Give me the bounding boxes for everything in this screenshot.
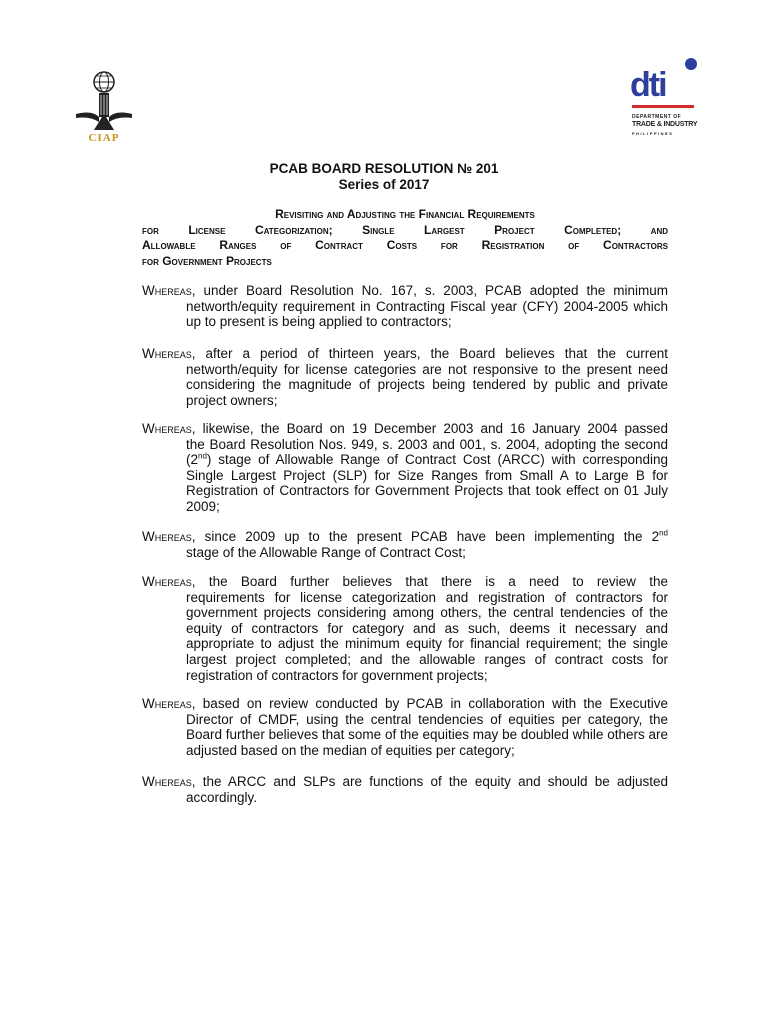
dti-globe-icon	[685, 58, 697, 70]
ciap-logo	[72, 70, 136, 146]
ciap-logo-text: CIAP	[88, 132, 120, 144]
paragraph-first-line	[142, 283, 668, 299]
resolution-subject	[142, 207, 668, 269]
paragraph-body: networth/equity for license categories are not responsive to the present need considering the magnitude of projects being tendered by public and private project owners;	[186, 361, 668, 408]
paragraph-text: ) stage of Allowable Range of Contract Cost (ARCC) with corresponding Single Largest Project (SLP) for Size Ranges from Small A to Large B for Registration of Contractors for Government Projects that took effect on 01 July 2009;	[186, 452, 668, 514]
subject-line: for Government Projects	[142, 253, 272, 268]
whereas-paragraph	[142, 421, 668, 515]
paragraph-text: likewise, the Board on 19 December 2003 and 16 January 2004 passed	[202, 421, 668, 436]
whereas-lead: Whereas,	[142, 774, 196, 789]
dti-logo	[630, 58, 700, 140]
subject-line: Allowable Ranges of Contract Costs for Registration of Contractors	[142, 238, 668, 252]
paragraph-body: networth/equity requirement in Contracting Fiscal year (CFY) 2004-2005 which up to present is being applied to contractors;	[186, 298, 668, 330]
paragraph-first-line	[142, 774, 668, 790]
paragraph-text: the ARCC and SLPs are functions of the equity and should be adjusted	[202, 774, 668, 789]
paragraph-first-line	[142, 346, 668, 362]
whereas-lead: Whereas,	[142, 574, 196, 589]
subject-line: Revisiting and Adjusting the Financial Requirements	[275, 207, 535, 221]
whereas-paragraph	[142, 346, 668, 408]
whereas-lead: Whereas,	[142, 696, 196, 711]
whereas-lead: Whereas,	[142, 529, 196, 544]
whereas-lead: Whereas,	[142, 421, 196, 436]
whereas-paragraph	[142, 529, 668, 560]
ordinal-suffix: nd	[198, 451, 207, 461]
paragraph-text: under Board Resolution No. 167, s. 2003, PCAB adopted the minimum	[203, 283, 668, 298]
dti-logo-text: dti	[630, 66, 666, 104]
subject-line: for License Categorization; Single Largest Project Completed; and	[142, 222, 668, 237]
paragraph-text: the Board further believes that there is a need to review the	[208, 574, 668, 589]
resolution-series: Series of 2017	[338, 177, 430, 192]
paragraph-first-line	[142, 421, 668, 437]
paragraph-body: accordingly.	[186, 789, 258, 805]
resolution-title: PCAB BOARD RESOLUTION № 201	[269, 161, 499, 176]
paragraph-body: Director of CMDF, using the central tendencies of equities per category, the Board further believes that some of the equities may be doubled while others are adjusted based on the median of equities per category;	[186, 711, 668, 758]
whereas-lead: Whereas,	[142, 346, 196, 361]
paragraph-text: the Board Resolution Nos. 949, s. 2003 and 001, s. 2004, adopting the second (2	[186, 436, 668, 468]
paragraph-first-line	[142, 696, 668, 712]
whereas-lead: Whereas,	[142, 283, 196, 298]
paragraph-first-line	[142, 574, 668, 590]
whereas-paragraph	[142, 574, 668, 683]
paragraph-body: requirements for license categorization and registration of contractors for government projects considering among others, the central tendencies of the equity of contractors for category and as such, deems it necessary and appropriate to adjust the minimum equity for financial requirement; the single largest project completed; and the allowable ranges of contract costs for registration of contractors for government projects;	[186, 589, 668, 683]
dti-logo-bar	[632, 105, 694, 108]
whereas-paragraph	[142, 283, 668, 330]
dti-logo-line1: DEPARTMENT OF	[632, 114, 682, 120]
ordinal-suffix: nd	[659, 528, 668, 538]
paragraph-text: after a period of thirteen years, the Board believes that the current	[205, 346, 668, 361]
dti-logo-line2: TRADE & INDUSTRY	[632, 121, 698, 128]
whereas-paragraph	[142, 774, 668, 805]
paragraph-body: stage of the Allowable Range of Contract Cost;	[186, 544, 466, 560]
paragraph-first-line	[142, 529, 668, 545]
dti-logo-line3: PHILIPPINES	[632, 131, 674, 136]
paragraph-text: since 2009 up to the present PCAB have been implementing the 2	[204, 529, 660, 544]
paragraph-text: based on review conducted by PCAB in collaboration with the Executive	[202, 696, 668, 711]
ciap-emblem-icon	[72, 70, 136, 132]
whereas-paragraph	[142, 696, 668, 758]
paragraph-body	[142, 437, 668, 515]
